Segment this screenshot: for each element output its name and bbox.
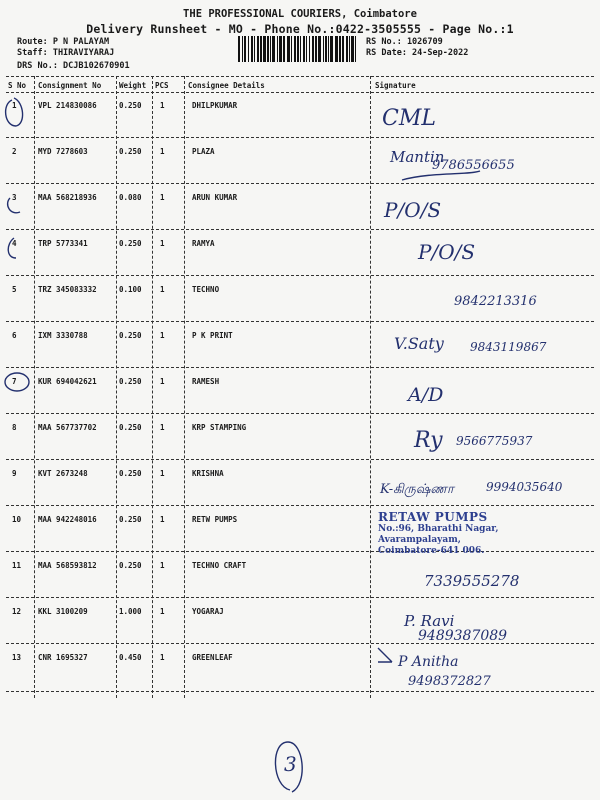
signature-row1: CML <box>382 106 436 131</box>
signature-phone-row11: 7339555278 <box>424 572 520 590</box>
cell-pcs: 1 <box>160 331 165 340</box>
signature-phone-row8: 9566775937 <box>456 434 533 448</box>
cell-weight: 0.250 <box>119 377 142 386</box>
page-mark: 3 <box>284 752 297 776</box>
signature-row2: Mantin <box>390 148 445 166</box>
cell-consignment: MAA 567737702 <box>38 423 97 432</box>
signature-row3: P/O/S <box>384 198 442 222</box>
cell-consignment: MYD 7278603 <box>38 147 88 156</box>
circle-mark-row1 <box>6 98 23 126</box>
cell-consignment: TRP 5773341 <box>38 239 88 248</box>
arrow-mark <box>378 648 392 662</box>
cell-pcs: 1 <box>160 469 165 478</box>
cell-weight: 0.100 <box>119 285 142 294</box>
cell-consignment: MAA 568218936 <box>38 193 97 202</box>
cell-pcs: 1 <box>160 239 165 248</box>
cell-consignment: VPL 214830086 <box>38 101 97 110</box>
signature-row8: Ry <box>414 428 443 453</box>
signature-phone-row6: 9843119867 <box>470 340 547 354</box>
cell-sno: 9 <box>12 469 17 478</box>
cell-sno: 5 <box>12 285 17 294</box>
cell-sno: 10 <box>12 515 22 524</box>
stamp-line-1: No.:96, Bharathi Nagar, <box>378 524 499 534</box>
cell-weight: 0.250 <box>119 101 142 110</box>
cell-consignment: MAA 942248016 <box>38 515 97 524</box>
cell-pcs: 1 <box>160 561 165 570</box>
cell-weight: 0.250 <box>119 515 142 524</box>
header-sno: S No <box>8 81 27 90</box>
cell-weight: 0.450 <box>119 653 142 662</box>
signature-row7: A/D <box>408 384 444 406</box>
cell-weight: 0.080 <box>119 193 142 202</box>
cell-sno: 8 <box>12 423 17 432</box>
cell-consignee: RETW PUMPS <box>192 515 238 524</box>
cell-pcs: 1 <box>160 607 165 616</box>
header-pcs: PCS <box>155 81 169 90</box>
cell-weight: 0.250 <box>119 561 142 570</box>
cell-consignee: TECHNO CRAFT <box>192 561 247 570</box>
cell-consignment: IXM 3330788 <box>38 331 88 340</box>
rs-date: RS Date: 24-Sep-2022 <box>366 48 469 58</box>
cell-weight: 0.250 <box>119 331 142 340</box>
cell-consignee: PLAZA <box>192 147 215 156</box>
cell-consignee: RAMYA <box>192 239 215 248</box>
cell-consignee: GREENLEAF <box>192 653 233 662</box>
signature-phone-row5: 9842213316 <box>454 294 537 309</box>
circle-mark-row3 <box>8 198 20 213</box>
cell-pcs: 1 <box>160 285 165 294</box>
cell-consignee: RAMESH <box>192 377 220 386</box>
cell-pcs: 1 <box>160 423 165 432</box>
cell-sno: 11 <box>12 561 22 570</box>
rs-number: RS No.: 1026709 <box>366 37 443 47</box>
runsheet-subtitle: Delivery Runsheet - MO - Phone No.:0422-3505555 - Page No.:1 <box>86 22 514 36</box>
cell-consignee: DHILPKUMAR <box>192 101 238 110</box>
signature-row13: P Anitha <box>398 654 459 670</box>
cell-weight: 0.250 <box>119 239 142 248</box>
cell-sno: 3 <box>12 193 17 202</box>
cell-sno: 6 <box>12 331 17 340</box>
cell-weight: 1.000 <box>119 607 142 616</box>
cell-sno: 13 <box>12 653 22 662</box>
runsheet-title: THE PROFESSIONAL COURIERS, Coimbatore <box>183 8 417 20</box>
cell-consignment: MAA 568593812 <box>38 561 97 570</box>
cell-sno: 7 <box>12 377 17 386</box>
cell-pcs: 1 <box>160 193 165 202</box>
cell-weight: 0.250 <box>119 469 142 478</box>
cell-consignee: P K PRINT <box>192 331 233 340</box>
stamp-line-2: Avarampalayam, <box>378 535 461 545</box>
signature-phone-row2: 9786556655 <box>432 158 515 173</box>
circle-mark-row4 <box>8 238 16 258</box>
drs-number: DRS No.: DCJB102670901 <box>17 61 130 71</box>
route-label: Route: P N PALAYAM <box>17 37 110 47</box>
company-stamp <box>378 510 508 557</box>
cell-pcs: 1 <box>160 101 165 110</box>
cell-consignment: CNR 1695327 <box>38 653 88 662</box>
header-consignment: Consignment No <box>38 81 102 90</box>
cell-pcs: 1 <box>160 653 165 662</box>
signature-row12: P. Ravi <box>404 612 455 630</box>
header-signature: Signature <box>375 81 416 90</box>
cell-weight: 0.250 <box>119 147 142 156</box>
header-weight: Weight <box>119 81 147 90</box>
signature-row9: K-கிருஷ்ணா <box>380 482 454 497</box>
signature-phone-row13: 9498372827 <box>408 674 491 689</box>
signature-row6: V.Saty <box>394 334 444 353</box>
cell-consignee: TECHNO <box>192 285 220 294</box>
signature-row4: P/O/S <box>418 240 476 264</box>
header-consignee: Consignee Details <box>188 81 265 90</box>
cell-consignee: KRP STAMPING <box>192 423 247 432</box>
cell-pcs: 1 <box>160 147 165 156</box>
signature-phone-row12: 9489387089 <box>418 628 508 644</box>
circle-mark-row7 <box>5 373 29 391</box>
cell-consignee: KRISHNA <box>192 469 224 478</box>
cell-sno: 4 <box>12 239 17 248</box>
cell-consignment: KVT 2673248 <box>38 469 88 478</box>
cell-weight: 0.250 <box>119 423 142 432</box>
cell-consignment: KUR 694042621 <box>38 377 97 386</box>
cell-consignee: ARUN KUMAR <box>192 193 238 202</box>
cell-consignee: YOGARAJ <box>192 607 224 616</box>
stamp-line-3: Coimbatore-641 006. <box>378 546 485 556</box>
cell-pcs: 1 <box>160 515 165 524</box>
cell-sno: 12 <box>12 607 22 616</box>
signature-phone-row9: 9994035640 <box>486 480 563 494</box>
staff-label: Staff: THIRAVIYARAJ <box>17 48 115 58</box>
cell-consignment: KKL 3100209 <box>38 607 88 616</box>
cell-pcs: 1 <box>160 377 165 386</box>
cell-sno: 2 <box>12 147 17 156</box>
stamp-title: RETAW PUMPS <box>378 510 488 524</box>
cell-consignment: TRZ 345083332 <box>38 285 97 294</box>
cell-sno: 1 <box>12 101 17 110</box>
